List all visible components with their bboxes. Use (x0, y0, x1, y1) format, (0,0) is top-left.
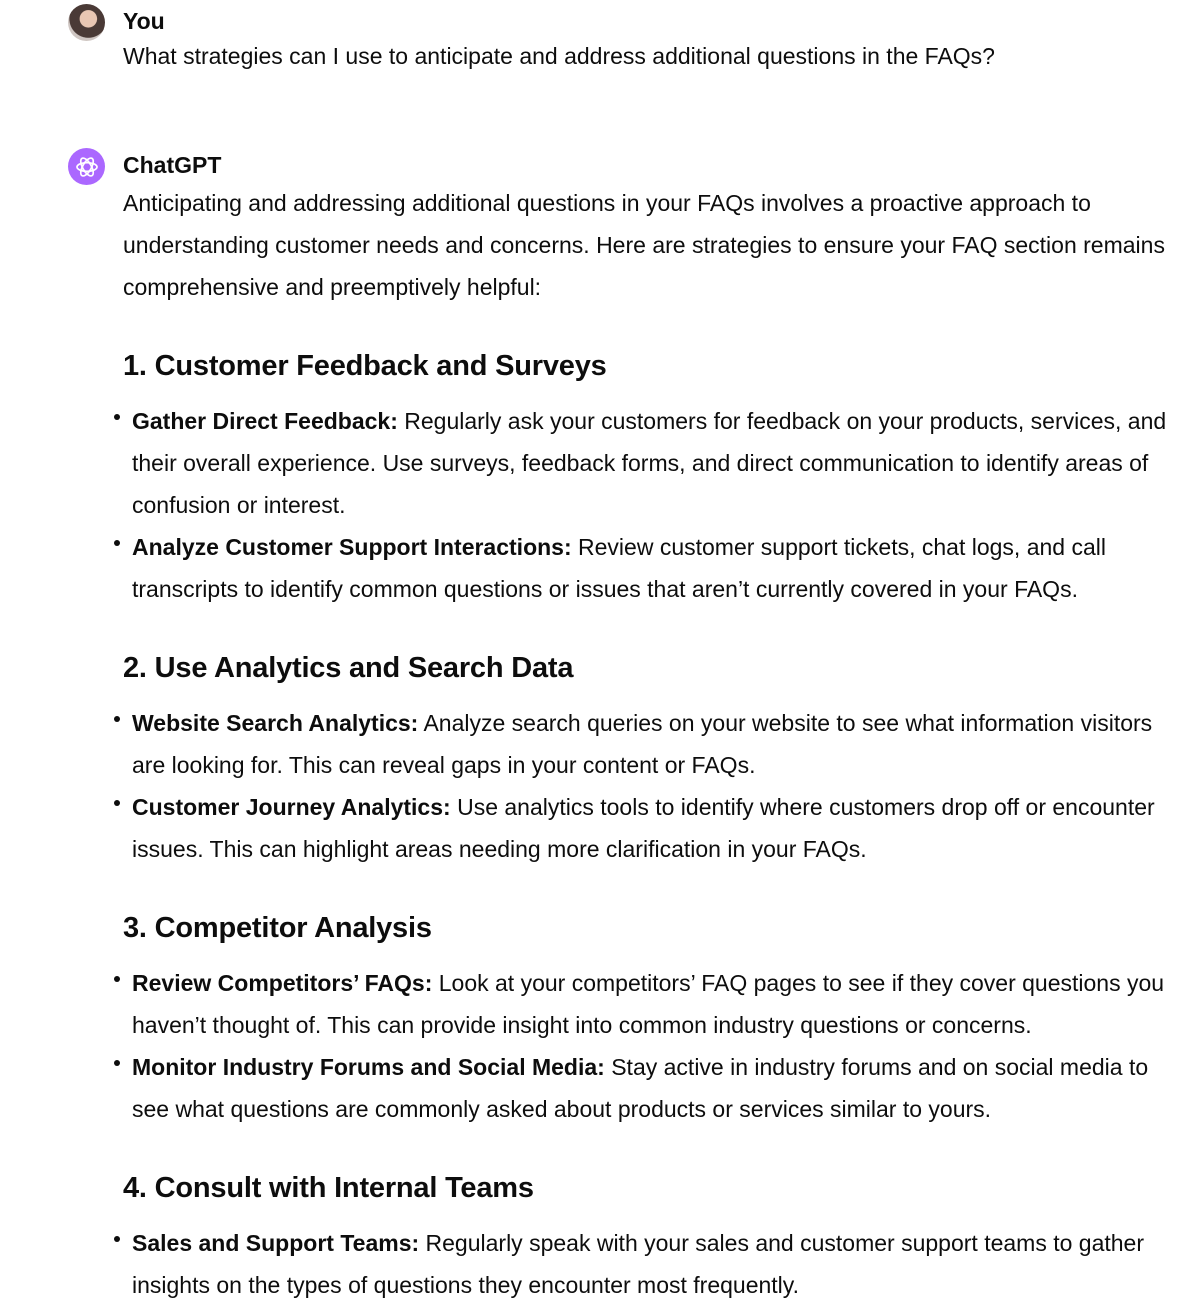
user-author-name: You (123, 8, 165, 34)
assistant-author-name: ChatGPT (123, 152, 222, 178)
section-heading: 3. Competitor Analysis (123, 912, 432, 944)
user-message-text: What strategies can I use to anticipate and address additional questions in the FAQs? (123, 43, 995, 69)
list-item (123, 786, 1173, 870)
list-item (123, 400, 1173, 526)
bullet-label: Analyze Customer Support Interactions: (132, 534, 572, 560)
list-item (123, 1046, 1173, 1130)
section-heading: 4. Consult with Internal Teams (123, 1172, 534, 1204)
bullet-text: Analyze search queries on your website to see what information visitors are looking for. This can reveal gaps in your content or FAQs. (132, 710, 1153, 778)
list-item (123, 526, 1173, 610)
bullet-text: Stay active in industry forums and on social media to see what questions are commonly asked about products or services similar to yours. (132, 1054, 1149, 1122)
bullet-list (123, 1222, 1173, 1306)
assistant-response (123, 182, 1173, 1306)
list-item (123, 702, 1173, 786)
chatgpt-logo-glyph (74, 154, 100, 180)
bullet-label: Monitor Industry Forums and Social Media: (132, 1054, 605, 1080)
bullet-label: Gather Direct Feedback: (132, 408, 398, 434)
user-avatar (68, 4, 105, 41)
list-item (123, 962, 1173, 1046)
bullet-list (123, 962, 1173, 1130)
bullet-label: Customer Journey Analytics: (132, 794, 451, 820)
list-item (123, 1222, 1173, 1306)
response-intro: Anticipating and addressing additional questions in your FAQs involves a proactive approach to understanding customer needs and concerns. Here are strategies to ensure your FAQ section remains comprehensive and preemptively helpful: (123, 190, 1165, 300)
bullet-list (123, 400, 1173, 610)
response-sections (123, 346, 1173, 1306)
chatgpt-logo-icon (68, 148, 105, 185)
bullet-text: Regularly speak with your sales and customer support teams to gather insights on the types of questions they encounter most frequently. (132, 1230, 1144, 1298)
bullet-label: Sales and Support Teams: (132, 1230, 420, 1256)
bullet-list (123, 702, 1173, 870)
section-heading: 2. Use Analytics and Search Data (123, 652, 574, 684)
section-heading: 1. Customer Feedback and Surveys (123, 350, 607, 382)
bullet-text: Regularly ask your customers for feedback on your products, services, and their overall experience. Use surveys, feedback forms, and direct communication to identify areas of confusion or interest. (132, 408, 1167, 518)
bullet-text: Look at your competitors’ FAQ pages to see if they cover questions you haven’t thought of. This can provide insight into common industry questions or concerns. (132, 970, 1165, 1038)
bullet-label: Website Search Analytics: (132, 710, 419, 736)
bullet-label: Review Competitors’ FAQs: (132, 970, 433, 996)
bullet-text: Use analytics tools to identify where customers drop off or encounter issues. This can highlight areas needing more clarification in your FAQs. (132, 794, 1155, 862)
bullet-text: Review customer support tickets, chat logs, and call transcripts to identify common questions or issues that aren’t currently covered in your FAQs. (132, 534, 1106, 602)
